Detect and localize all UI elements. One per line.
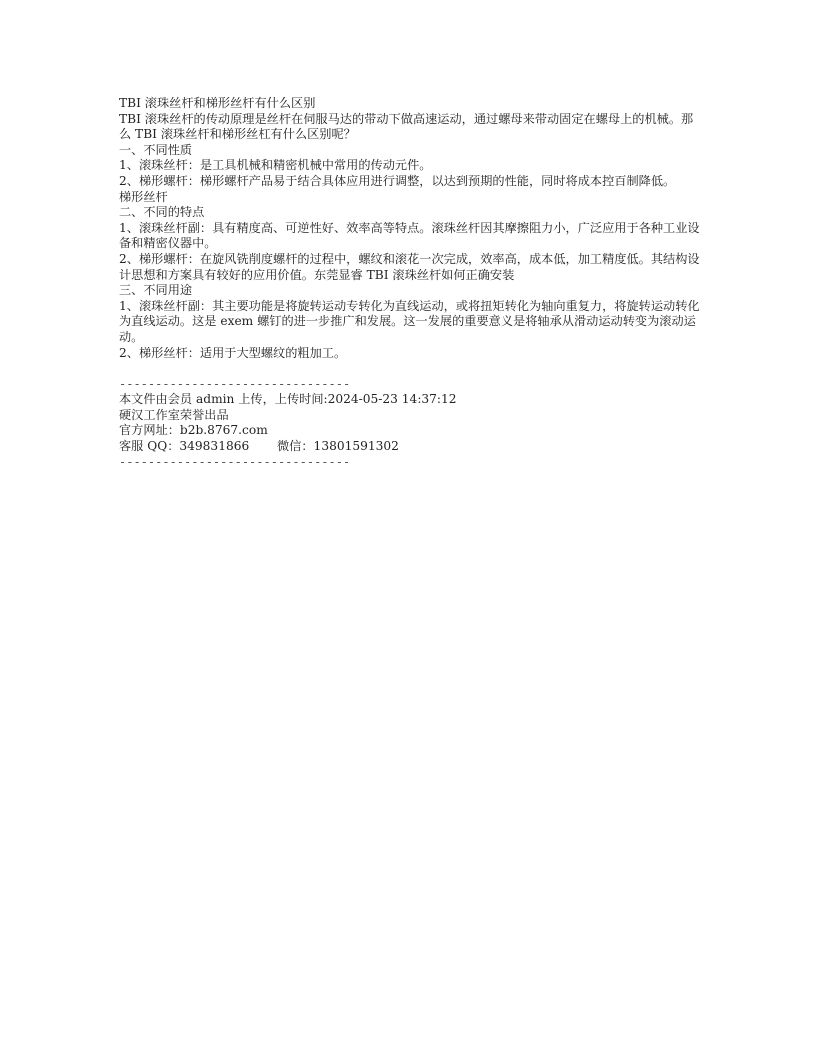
qq-contact: 客服 QQ：349831866 <box>119 439 250 454</box>
section-heading-uses: 三、不同用途 <box>119 283 193 298</box>
contact-row <box>119 439 703 455</box>
website-text: 官方网址：b2b.8767.com <box>119 423 268 438</box>
document-title: TBI 滚珠丝杆和梯形丝杆有什么区别 <box>119 96 316 110</box>
upload-info: 本文件由会员 admin 上传，上传时间:2024-05-23 14:37:12 <box>119 392 457 407</box>
footer-divider-top: -------------------------------- <box>119 376 351 391</box>
section-heading-features: 二、不同的特点 <box>119 205 205 220</box>
footer-divider-bottom: -------------------------------- <box>119 454 351 469</box>
document-footer <box>119 377 703 471</box>
paragraph-ball-screw-uses: 1、滚珠丝杆副：其主要功能是将旋转运动专转化为直线运动，或将扭矩转化为轴向重复力，将旋转运动转化为直线运动。这是 exem 螺钉的进一步推广和发展。这一发展的重要意义是将轴承从滑动运动转变为滚动运动。 <box>119 298 700 344</box>
paragraph-trapezoidal-screw-property: 2、梯形螺杆：梯形螺杆产品易于结合具体应用进行调整，以达到预期的性能，同时将成本控百制降低。 <box>119 173 676 188</box>
document-page <box>119 96 703 470</box>
spacer <box>119 361 703 377</box>
section-heading-properties: 一、不同性质 <box>119 142 193 157</box>
paragraph-trapezoidal-screw-uses: 2、梯形丝杆：适用于大型螺纹的粗加工。 <box>119 345 347 360</box>
paragraph-ball-screw-property: 1、滚珠丝杆：是工具机械和精密机械中常用的传动元件。 <box>119 158 432 173</box>
paragraph-ball-screw-features: 1、滚珠丝杆副：具有精度高、可逆性好、效率高等特点。滚珠丝杆因其摩擦阻力小，广泛应用于各种工业设备和精密仪器中。 <box>119 220 700 251</box>
wechat-contact: 微信：13801591302 <box>277 439 399 454</box>
studio-credit: 硬汉工作室荣誉出品 <box>119 407 229 422</box>
intro-paragraph: TBI 滚珠丝杆的传动原理是丝杆在伺服马达的带动下做高速运动，通过螺母来带动固定在螺母上的机械。那么 TBI 滚珠丝杆和梯形丝杠有什么区别呢？ <box>119 111 694 142</box>
image-caption: 梯形丝杆 <box>119 189 168 204</box>
paragraph-trapezoidal-screw-features: 2、梯形螺杆：在旋风铣削度螺杆的过程中，螺纹和滚花一次完成，效率高，成本低，加工精度低。其结构设计思想和方案具有较好的应用价值。东莞显睿 TBI 滚珠丝杆如何正确安装 <box>119 251 700 282</box>
